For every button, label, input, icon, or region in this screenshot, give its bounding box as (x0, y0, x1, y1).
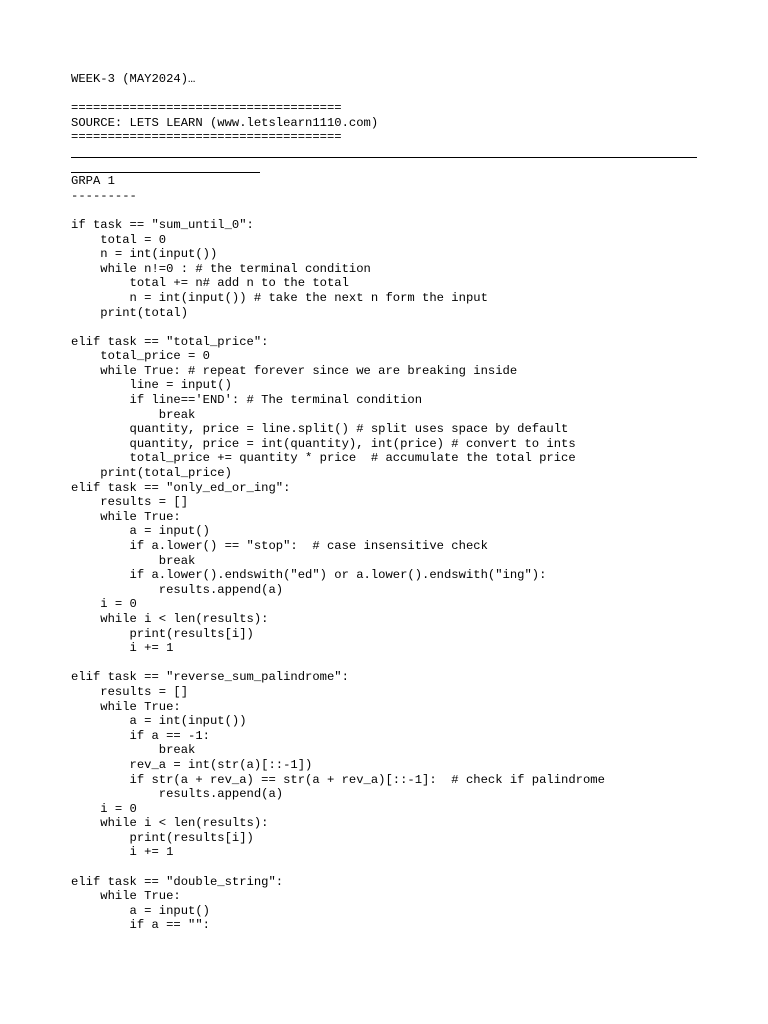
code-line: total = 0 (71, 232, 167, 247)
code-line: break (71, 407, 196, 422)
code-line (71, 656, 711, 671)
code-line: total_price += quantity * price # accumulate the total price (71, 451, 576, 466)
code-line: while True: (71, 699, 181, 714)
code-line: --------- (71, 188, 137, 203)
horizontal-rule (71, 145, 711, 160)
code-line: if line=='END': # The terminal condition (71, 393, 423, 408)
code-line: elif task == "total_price": (71, 334, 269, 349)
code-line: if str(a + rev_a) == str(a + rev_a)[::-1]: # check if palindrome (71, 772, 605, 787)
code-line: i += 1 (71, 641, 174, 656)
code-line: break (71, 743, 196, 758)
code-line: if a == -1: (71, 728, 210, 743)
separator-line: ===================================== (71, 130, 342, 145)
code-line: i = 0 (71, 597, 137, 612)
code-line: print(results[i]) (71, 830, 254, 845)
separator-line: ===================================== (71, 101, 342, 116)
code-line: rev_a = int(str(a)[::-1]) (71, 757, 313, 772)
code-line (71, 320, 711, 335)
blank-line (71, 87, 711, 102)
code-line: total_price = 0 (71, 349, 210, 364)
code-line: a = input() (71, 903, 210, 918)
code-line: while True: # repeat forever since we are breaking inside (71, 363, 518, 378)
code-line: a = input() (71, 524, 210, 539)
code-line: print(total) (71, 305, 189, 320)
code-line: quantity, price = int(quantity), int(price) # convert to ints (71, 436, 576, 451)
horizontal-rule-continuation (71, 160, 711, 175)
code-line: while n!=0 : # the terminal condition (71, 261, 371, 276)
code-line: total += n# add n to the total (71, 276, 349, 291)
code-line: while True: (71, 509, 181, 524)
code-line: if a.lower() == "stop": # case insensitive check (71, 539, 488, 553)
code-line: i = 0 (71, 801, 137, 816)
code-line: if task == "sum_until_0": (71, 217, 254, 232)
code-line: if a.lower().endswith("ed") or a.lower().endswith("ing"): (71, 568, 547, 583)
code-line: results = [] (71, 495, 189, 510)
code-line: line = input() (71, 378, 232, 393)
code-line: i += 1 (71, 845, 174, 860)
code-line: break (71, 553, 196, 568)
code-line: while True: (71, 889, 181, 904)
code-line: quantity, price = line.split() # split uses space by default (71, 422, 569, 437)
code-line: results = [] (71, 684, 189, 699)
section-heading: GRPA 1 (71, 174, 115, 189)
code-line: if a == "": (71, 918, 210, 933)
code-line: elif task == "only_ed_or_ing": (71, 480, 291, 495)
code-line: print(total_price) (71, 466, 232, 481)
code-block (71, 174, 711, 933)
code-line: while i < len(results): (71, 611, 269, 626)
code-line: results.append(a) (71, 582, 284, 597)
document-page (71, 72, 711, 933)
code-line: while i < len(results): (71, 816, 269, 831)
week-title: WEEK-3 (MAY2024)… (71, 72, 196, 86)
code-line: print(results[i]) (71, 626, 254, 641)
code-line: n = int(input()) # take the next n form the input (71, 290, 488, 305)
document-header (71, 72, 711, 145)
code-line: elif task == "reverse_sum_palindrome": (71, 670, 349, 685)
code-line (71, 203, 711, 218)
code-line: n = int(input()) (71, 247, 218, 262)
code-line (71, 860, 711, 875)
code-line: elif task == "double_string": (71, 874, 284, 889)
code-line: a = int(input()) (71, 714, 247, 729)
source-line: SOURCE: LETS LEARN (www.letslearn1110.com) (71, 115, 379, 130)
code-line: results.append(a) (71, 787, 284, 802)
